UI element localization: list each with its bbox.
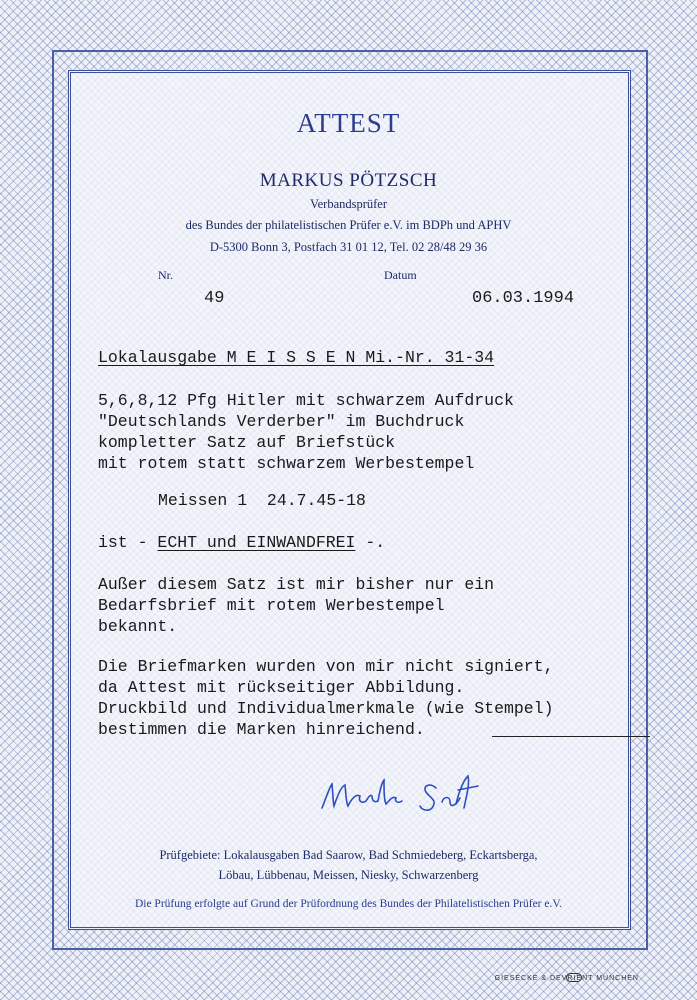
date-label: Datum	[384, 268, 417, 282]
certificate-title: ATTEST	[296, 108, 401, 138]
printer-imprint: GIESECKE & DEVRIENT MÜNCHEN	[494, 975, 639, 982]
remark-line: Bedarfsbrief mit rotem Werbestempel	[98, 596, 445, 615]
certificate-date: 06.03.1994	[472, 289, 575, 308]
examiner-role: Verbandsprüfer	[309, 197, 388, 211]
issue-heading: Lokalausgabe M E I S S E N Mi.-Nr. 31-34	[98, 348, 495, 367]
certificate-number: 49	[204, 289, 225, 308]
closing-rule	[492, 736, 650, 737]
examiner-affiliation: des Bundes der philatelistischen Prüfer e.V. im BDPh und APHV	[185, 218, 512, 232]
remark-line: Außer diesem Satz ist mir bisher nur ein	[98, 575, 495, 594]
remark-line: bekannt.	[98, 617, 178, 636]
verdict-suffix: -.	[355, 533, 386, 552]
remark-line: da Attest mit rückseitiger Abbildung.	[98, 678, 465, 697]
remark-line: Die Briefmarken wurden von mir nicht signiert,	[98, 657, 554, 676]
exam-areas-line-2: Löbau, Lübbenau, Meissen, Niesky, Schwarzenberg	[218, 868, 479, 882]
examiner-name: MARKUS PÖTZSCH	[259, 170, 438, 191]
verdict-line	[98, 533, 385, 552]
handwritten-signature	[318, 768, 498, 818]
description-line: "Deutschlands Verderber" im Buchdruck	[98, 412, 465, 431]
examiner-address: D-5300 Bonn 3, Postfach 31 01 12, Tel. 02 28/48 29 36	[209, 240, 488, 254]
nr-label: Nr.	[158, 268, 173, 282]
stamp-description	[98, 390, 514, 474]
exam-areas-line-1: Prüfgebiete: Lokalausgaben Bad Saarow, Bad Schmiedeberg, Eckartsberga,	[159, 848, 538, 862]
verdict-prefix: ist -	[98, 533, 158, 552]
remark-line: Druckbild und Individualmerkmale (wie Stempel)	[98, 699, 554, 718]
remark-known-items	[98, 574, 494, 637]
remark-line: bestimmen die Marken hinreichend.	[98, 720, 425, 739]
description-line: mit rotem statt schwarzem Werbestempel	[98, 454, 475, 473]
description-line: 5,6,8,12 Pfg Hitler mit schwarzem Aufdruck	[98, 391, 514, 410]
remark-signing	[98, 656, 553, 740]
postmark-text: Meissen 1 24.7.45-18	[158, 491, 366, 510]
verdict-text: ECHT und EINWANDFREI	[157, 533, 356, 552]
exam-regulation-note: Die Prüfung erfolgte auf Grund der Prüfordnung des Bundes der Philatelistischen Prüfer e.V.	[134, 898, 563, 910]
description-line: kompletter Satz auf Briefstück	[98, 433, 396, 452]
